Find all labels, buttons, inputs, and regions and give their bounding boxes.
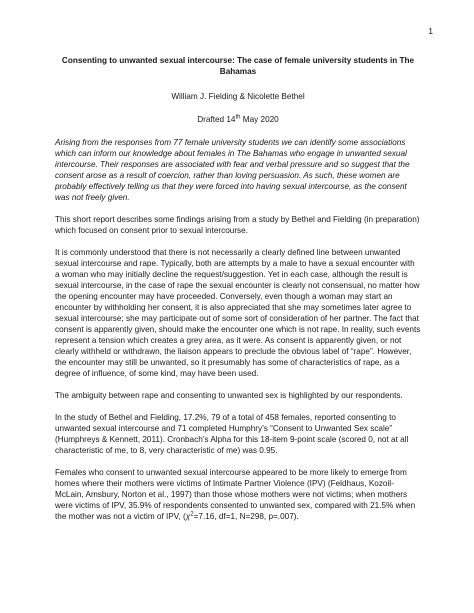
draft-date-ordinal: th [235,114,241,121]
chi-superscript: 2 [190,511,194,518]
abstract-paragraph: Arising from the responses from 77 female university students we can identify some associations which can inform our knowledge about females in The Bahamas who engage in unwanted sexual intercourse. Their responses are associated with fear and verbal pressure and so suggest that the consent arose as a result of coercion, rather than loving persuasion. As such, these women are probably effectively telling us that they were forced into having sexual intercourse, as the consent was not freely given. [55,138,410,202]
authors-line: William J. Fielding & Nicolette Bethel [171,92,305,101]
body-paragraph: It is commonly understood that there is not necessarily a clearly defined line between unwanted sexual intercourse and rape. Typically, both are attempts by a male to have a sexual encounter with a woman who may initially decline the request/suggestion. Yet in each case, although the result is sexual intercourse, in the case of rape the sexual encounter is clearly not consensual, no matter how the opening encounter may have proceeded. Conversely, even though a woman may start an encounter by withholding her consent, it is also appreciated that she may sometimes later agree to sexual intercourse; she may participate out of some sort of consideration of her partner. The fact that consent is apparently given, should make the encounter one which is not rape. In reality, such events represent a tension which creates a grey area, as it were. As consent is apparently given, or not clearly withheld or withdrawn, the liaison appears to preclude the obvious label of “rape”. However, the encounter may still be unwanted, so it presumably has some of characteristics of rape, as a degree of influence, of some kind, may have been used. [55,248,421,378]
body-paragraph-last [55,467,421,522]
chi-symbol: χ [185,512,191,521]
last-paragraph-stats: =7.16, df=1, N=298, p=.007). [193,512,299,521]
paper-title: Consenting to unwanted sexual intercourse: The case of female university students in The Bahamas [61,56,415,76]
body-paragraph: This short report describes some findings arising from a study by Bethel and Fielding (in preparation) which focused on consent prior to sexual intercourse. [55,215,420,235]
draft-date-rest: May 2020 [240,115,279,124]
paper-content [55,55,421,533]
page-number: 1 [428,26,433,36]
draft-date-prefix: Drafted 14 [197,115,236,124]
body-paragraph: In the study of Bethel and Fielding, 17.2%, 79 of a total of 458 females, reported consenting to unwanted sexual intercourse and 71 completed Humphry’s “Consent to Unwanted Sex scale” (Humphreys & Kennett, 2011). Cronbach’s Alpha for this 18-item 9-point scale (scored 0, not at all characteristic of me, to 8, very characteristic of me) was 0.95. [55,413,409,455]
body-paragraph: The ambiguity between rape and consenting to unwanted sex is highlighted by our respondents. [55,391,403,400]
last-paragraph-text: Females who consent to unwanted sexual intercourse appeared to be more likely to emerge from homes where their mothers were victims of Intimate Partner Violence (IPV) (Feldhaus, Kozoil-McLain, Amsbury, Norton et al., 1997) than those whose mothers were not victims; when mothers were victims of IPV, 35.9% of respondents consented to unwanted sex, compared with 21.5% when the mother was not a victim of IPV, ( [55,468,416,521]
draft-date [55,114,421,125]
